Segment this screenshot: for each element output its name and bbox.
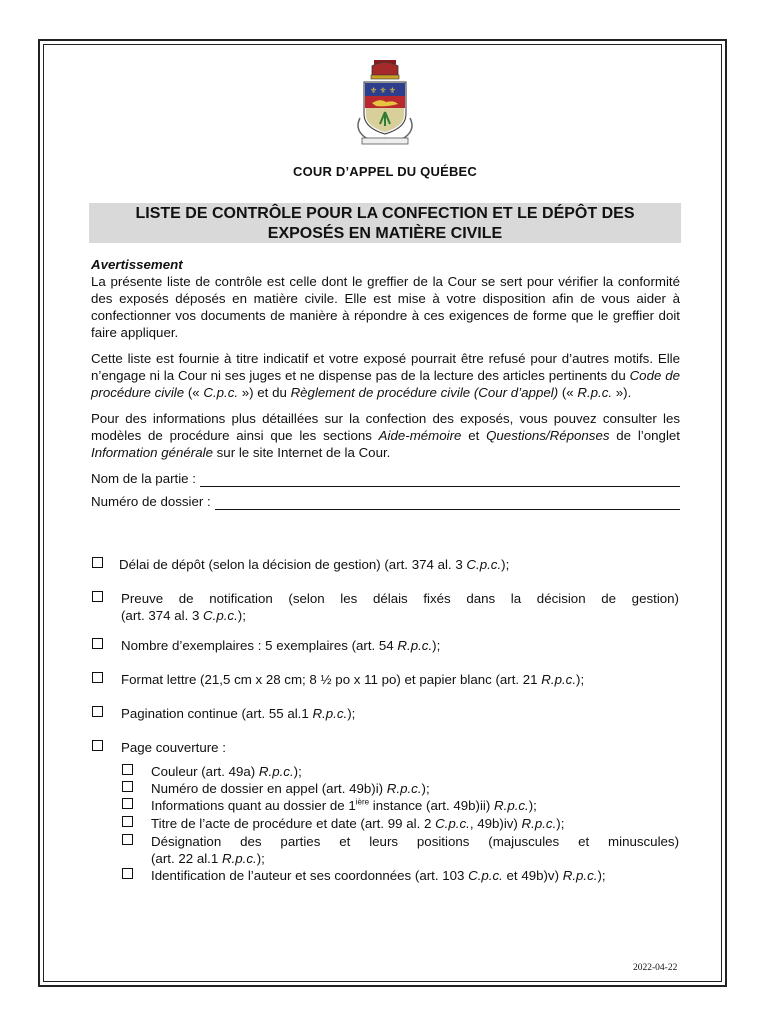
item-filing-delay: Délai de dépôt (selon la décision de gestion) (art. 374 al. 3 C.p.c.); [119, 557, 510, 572]
checkbox-number-of-copies[interactable] [92, 638, 103, 649]
paragraph-1: La présente liste de contrôle est celle dont le greffier de la Cour se sert pour vérifier la conformité des exposés déposés en matière civile. Elle est mise à votre disposition afin de vous aider à confectionner vos documents de manière à répondre à ces exigences de forme que le greffier doit faire appliquer. [91, 274, 680, 340]
checkbox-filing-delay[interactable] [92, 557, 103, 568]
party-name-line[interactable] [200, 474, 680, 487]
subitem-appeal-file-number: Numéro de dossier en appel (art. 49b)i) R.p.c.); [151, 781, 430, 796]
revision-date: 2022-04-22 [633, 963, 678, 973]
subitem-author-identification: Identification de l’auteur et ses coordonnées (art. 103 C.p.c. et 49b)v) R.p.c.); [151, 868, 606, 883]
party-name-field[interactable] [91, 470, 680, 487]
item-number-of-copies: Nombre d’exemplaires : 5 exemplaires (art. 54 R.p.c.); [121, 638, 441, 653]
file-number-line[interactable] [215, 497, 680, 510]
item-letter-format: Format lettre (21,5 cm x 28 cm; 8 ½ po x 11 po) et papier blanc (art. 21 R.p.c.); [121, 672, 585, 687]
subitem-party-designation: Désignation des parties et leurs positions (majuscules et minuscules) (art. 22 al.1 R.p.c.); [151, 834, 679, 866]
title-line-1: LISTE DE CONTRÔLE POUR LA CONFECTION ET LE DÉPÔT DES [135, 205, 635, 222]
subitem-color: Couleur (art. 49a) R.p.c.); [151, 764, 302, 779]
title-line-2: EXPOSÉS EN MATIÈRE CIVILE [267, 225, 503, 242]
checkbox-cover-page[interactable] [92, 740, 103, 751]
intro-section [91, 256, 680, 516]
quebec-coat-of-arms [350, 58, 420, 148]
document-title [89, 203, 681, 243]
checkbox-party-designation[interactable] [122, 834, 133, 845]
paragraph-3: Pour des informations plus détaillées sur la confection des exposés, vous pouvez consulter les modèles de procédure ainsi que les sections Aide-mémoire et Questions/Réponses de l’onglet Information générale sur le site Internet de la Cour. [91, 411, 680, 460]
item-pagination: Pagination continue (art. 55 al.1 R.p.c.); [121, 706, 356, 721]
item-notification-proof: Preuve de notification (selon les délais fixés dans la décision de gestion) (art. 374 al. 3 C.p.c.); [121, 591, 679, 623]
checkbox-appeal-file-number[interactable] [122, 781, 133, 792]
court-name: COUR D’APPEL DU QUÉBEC [292, 164, 477, 179]
paragraph-2: Cette liste est fournie à titre indicatif et votre exposé pourrait être refusé pour d’autres motifs. Elle n’engage ni la Cour ni ses juges et ne dispense pas de la lecture des articles pertinents du Code de procédure civile (« C.p.c. ») et du Règlement de procédure civile (Cour d’appel) (« R.p.c. »). [91, 351, 680, 400]
file-number-field[interactable] [91, 493, 680, 510]
subitem-procedure-title: Titre de l’acte de procédure et date (art. 99 al. 2 C.p.c., 49b)iv) R.p.c.); [151, 816, 565, 831]
item-cover-page: Page couverture : [121, 740, 226, 755]
checkbox-pagination[interactable] [92, 706, 103, 717]
warning-title: Avertissement [91, 257, 183, 272]
checkbox-letter-format[interactable] [92, 672, 103, 683]
file-number-label: Numéro de dossier : [91, 494, 211, 509]
checkbox-notification-proof[interactable] [92, 591, 103, 602]
checkbox-procedure-title[interactable] [122, 816, 133, 827]
subitem-first-instance-info: Informations quant au dossier de $1^{ière}$ instance (art. 49b)ii) R.p.c.); [151, 797, 537, 813]
svg-text:⚜ ⚜ ⚜: ⚜ ⚜ ⚜ [370, 86, 396, 95]
checkbox-first-instance-info[interactable] [122, 798, 133, 809]
checkbox-color[interactable] [122, 764, 133, 775]
party-name-label: Nom de la partie : [91, 471, 196, 486]
checkbox-author-identification[interactable] [122, 868, 133, 879]
